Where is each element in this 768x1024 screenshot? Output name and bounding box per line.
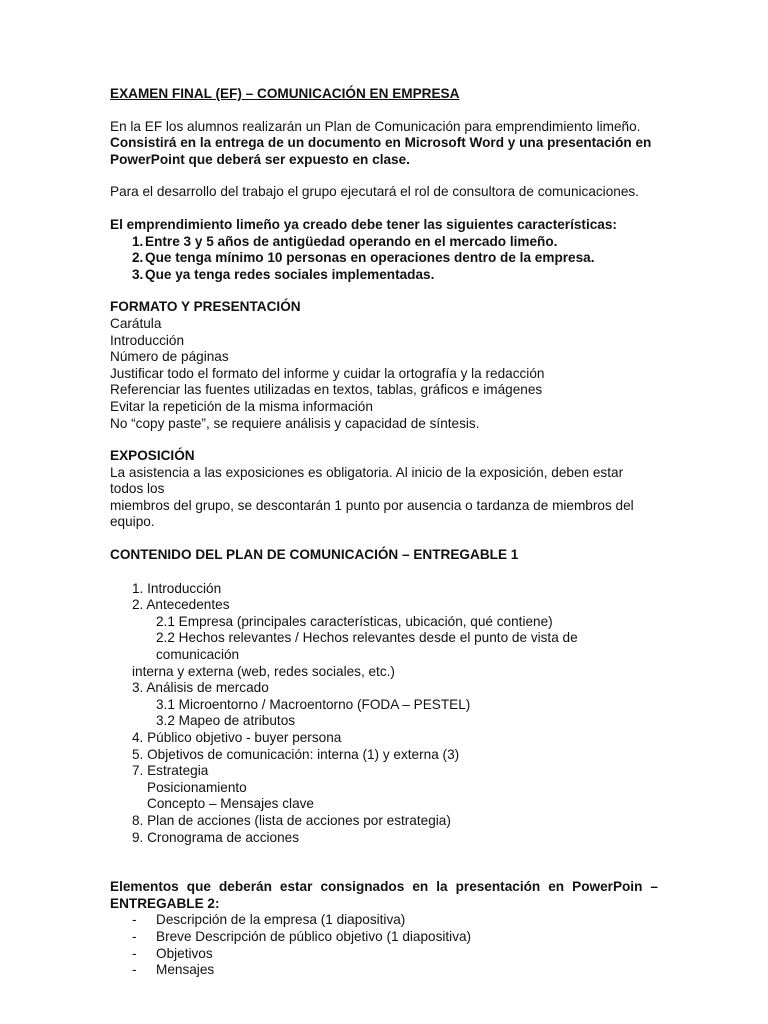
content-subitem-continuation: interna y externa (web, redes sociales, etc.) bbox=[132, 663, 395, 679]
deliverable2-item-text: Breve Descripción de público objetivo (1 diapositiva) bbox=[156, 928, 472, 944]
deliverable2-item-text: Objetivos bbox=[156, 945, 213, 961]
dash-bullet: - bbox=[132, 945, 137, 961]
dash-bullet: - bbox=[132, 962, 137, 978]
format-item: Referenciar las fuentes utilizadas en textos, tablas, gráficos e imágenes bbox=[110, 382, 543, 398]
content-item: 1. Introducción bbox=[132, 580, 222, 596]
intro-line: En la EF los alumnos realizarán un Plan de Comunicación para emprendimiento limeño. bbox=[110, 118, 641, 134]
deliverable2-item bbox=[110, 929, 658, 946]
requirement-item bbox=[110, 234, 658, 251]
content-subitem: Posicionamiento bbox=[147, 779, 247, 795]
format-item: No “copy paste”, se requiere análisis y capacidad de síntesis. bbox=[110, 415, 480, 431]
intro-bold-line: PowerPoint que deberá ser expuesto en clase. bbox=[110, 151, 410, 167]
dash-bullet: - bbox=[132, 928, 137, 944]
content-item: 5. Objetivos de comunicación: interna (1) y externa (3) bbox=[132, 746, 460, 762]
requirement-number: 1. bbox=[132, 233, 144, 249]
content-subitem: 3.1 Microentorno / Macroentorno (FODA – PESTEL) bbox=[156, 696, 471, 712]
role-paragraph: Para el desarrollo del trabajo el grupo ejecutará el rol de consultora de comunicaciones. bbox=[110, 184, 639, 200]
requirement-number: 2. bbox=[132, 250, 144, 266]
deliverable2-item bbox=[110, 946, 658, 963]
content-list bbox=[110, 581, 658, 847]
content-subitem: 3.2 Mapeo de atributos bbox=[156, 713, 296, 729]
format-item: Introducción bbox=[110, 332, 185, 348]
deliverable2-item-text: Descripción de la empresa (1 diapositiva) bbox=[156, 912, 406, 928]
document-title: EXAMEN FINAL (EF) – COMUNICACIÓN EN EMPRESA bbox=[110, 86, 460, 101]
requirement-item bbox=[110, 250, 658, 267]
intro-bold-line: Consistirá en la entrega de un documento en Microsoft Word y una presentación en bbox=[110, 135, 652, 151]
format-item: Número de páginas bbox=[110, 349, 229, 365]
format-item: Justificar todo el formato del informe y cuidar la ortografía y la redacción bbox=[110, 365, 545, 381]
requirement-text: Entre 3 y 5 años de antigüedad operando en el mercado limeño. bbox=[145, 233, 558, 249]
content-item: 3. Análisis de mercado bbox=[132, 680, 269, 696]
exposition-section bbox=[110, 448, 658, 531]
deliverable2-section bbox=[110, 879, 658, 979]
format-item: Carátula bbox=[110, 315, 162, 331]
content-heading: CONTENIDO DEL PLAN DE COMUNICACIÓN – ENTREGABLE 1 bbox=[110, 547, 519, 563]
content-item: 8. Plan de acciones (lista de acciones por estrategia) bbox=[132, 812, 451, 828]
content-subitem: 2.1 Empresa (principales características, ubicación, qué contiene) bbox=[156, 613, 553, 629]
format-item: Evitar la repetición de la misma información bbox=[110, 398, 373, 414]
requirements-section bbox=[110, 217, 658, 283]
deliverable2-item bbox=[110, 912, 658, 929]
requirement-text: Que ya tenga redes sociales implementadas. bbox=[145, 266, 435, 282]
dash-bullet: - bbox=[132, 912, 137, 928]
requirement-number: 3. bbox=[132, 266, 144, 282]
exposition-line: miembros del grupo, se descontarán 1 punto por ausencia o tardanza de miembros del equipo. bbox=[110, 497, 634, 530]
content-item: 4. Público objetivo - buyer persona bbox=[132, 730, 342, 745]
content-item: 7. Estrategia bbox=[132, 763, 209, 779]
exposition-line: La asistencia a las exposiciones es obligatoria. Al inicio de la exposición, deben estar todos los bbox=[110, 464, 624, 497]
format-section bbox=[110, 299, 658, 432]
deliverable2-item-text: Mensajes bbox=[156, 962, 215, 978]
content-item: 2. Antecedentes bbox=[132, 597, 230, 613]
content-subitem: Concepto – Mensajes clave bbox=[147, 796, 314, 812]
requirement-text: Que tenga mínimo 10 personas en operaciones dentro de la empresa. bbox=[145, 250, 595, 266]
format-heading: FORMATO Y PRESENTACIÓN bbox=[110, 299, 301, 315]
document-body bbox=[110, 86, 658, 979]
requirements-list bbox=[110, 234, 658, 284]
intro-section bbox=[110, 119, 658, 169]
content-item: 9. Cronograma de acciones bbox=[132, 829, 299, 845]
exposition-heading: EXPOSICIÓN bbox=[110, 448, 195, 464]
requirement-item bbox=[110, 267, 658, 284]
deliverable2-list bbox=[110, 912, 658, 978]
requirements-heading: El emprendimiento limeño ya creado debe tener las siguientes características: bbox=[110, 216, 617, 232]
content-subitem: 2.2 Hechos relevantes / Hechos relevantes desde el punto de vista de comunicación bbox=[156, 630, 578, 663]
deliverable2-item bbox=[110, 962, 658, 979]
deliverable2-heading: Elementos que deberán estar consignados en la presentación en PowerPoin – bbox=[110, 879, 658, 895]
deliverable2-heading-continuation: ENTREGABLE 2: bbox=[110, 895, 220, 911]
